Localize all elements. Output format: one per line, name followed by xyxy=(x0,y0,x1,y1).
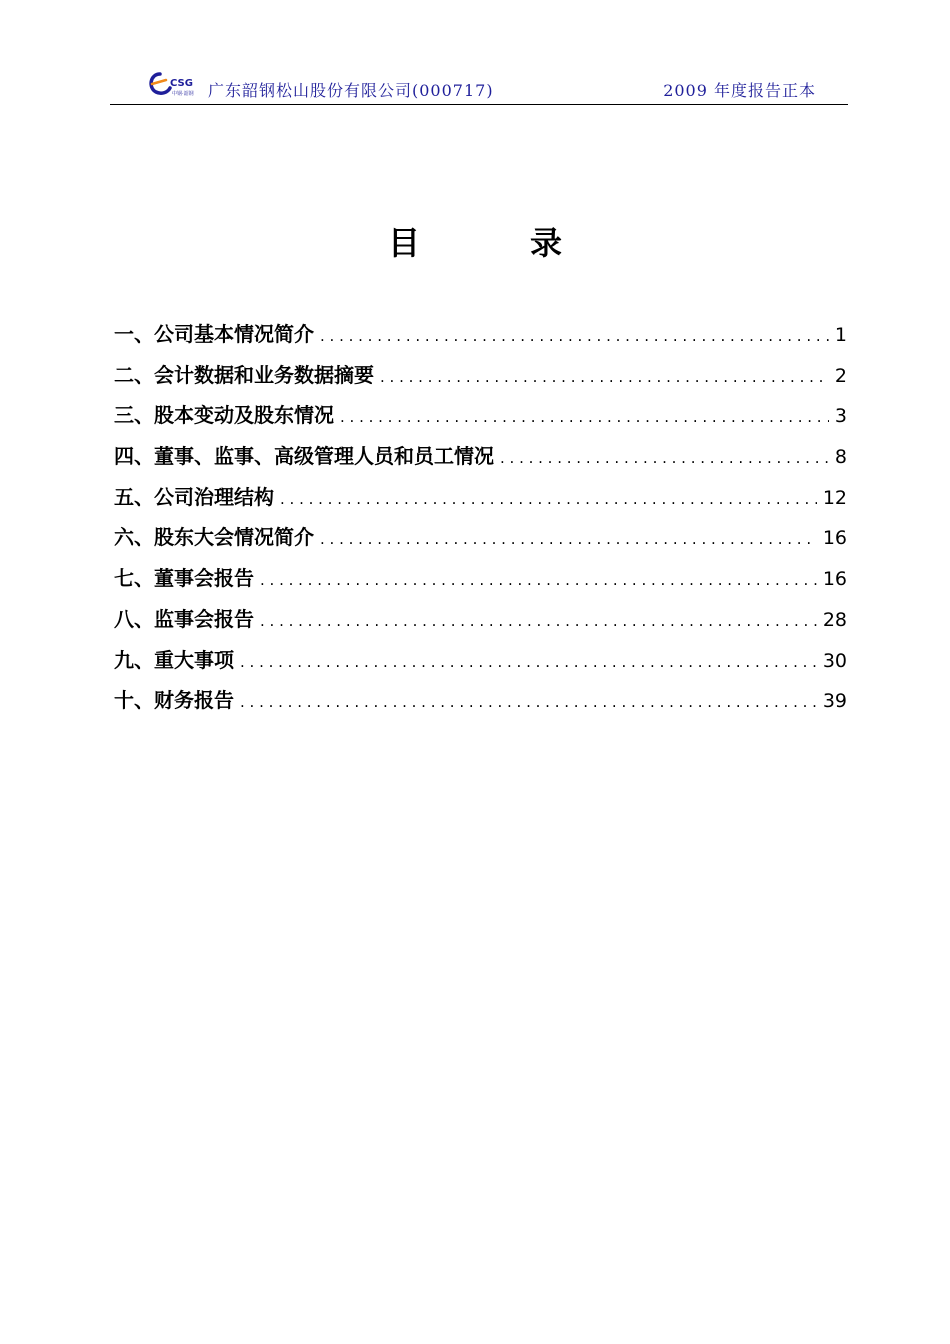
toc-leader-dots xyxy=(260,612,817,630)
title-char-2: 录 xyxy=(530,224,563,262)
report-label: 2009 年度报告正本 xyxy=(663,81,816,100)
logo-text: CSG xyxy=(170,78,193,89)
toc-entry[interactable] xyxy=(114,440,847,481)
toc-leader-dots xyxy=(340,408,829,426)
page-title xyxy=(0,218,950,264)
toc-entry-label: 九、重大事项 xyxy=(114,647,234,672)
toc-entry-label: 二、会计数据和业务数据摘要 xyxy=(114,362,374,387)
logo-subtext: 中钢·韶钢 xyxy=(172,91,194,97)
toc-entry[interactable] xyxy=(114,521,847,562)
toc-entry-label: 三、股本变动及股东情况 xyxy=(114,403,334,428)
toc-entry-page: 1 xyxy=(834,324,847,346)
toc-leader-dots xyxy=(500,449,829,467)
toc-entry-page: 3 xyxy=(834,405,847,428)
toc-entry[interactable] xyxy=(114,359,847,400)
company-logo-icon xyxy=(146,70,206,100)
toc-leader-dots xyxy=(380,368,829,386)
toc-entry-page: 12 xyxy=(822,486,847,509)
toc-entry-page: 28 xyxy=(822,608,847,631)
toc-entry[interactable] xyxy=(114,644,847,685)
toc-entry-page: 39 xyxy=(822,690,847,713)
toc-entry[interactable] xyxy=(114,481,847,522)
toc-entry-label: 十、财务报告 xyxy=(114,688,234,713)
toc-leader-dots xyxy=(320,327,829,345)
toc-entry[interactable] xyxy=(114,684,847,725)
toc-leader-dots xyxy=(260,571,817,589)
toc-entry-label: 八、监事会报告 xyxy=(114,606,254,631)
page-header xyxy=(110,60,848,105)
toc-leader-dots xyxy=(240,693,817,711)
table-of-contents xyxy=(114,318,847,725)
toc-entry-label: 七、董事会报告 xyxy=(114,566,254,591)
toc-leader-dots xyxy=(320,530,817,548)
toc-entry-page: 16 xyxy=(822,568,847,591)
toc-entry[interactable] xyxy=(114,318,847,359)
toc-entry[interactable] xyxy=(114,399,847,440)
toc-leader-dots xyxy=(240,653,817,671)
toc-entry-page: 2 xyxy=(834,364,847,387)
toc-entry-label: 一、公司基本情况简介 xyxy=(114,322,314,346)
company-name: 广东韶钢松山股份有限公司(000717) xyxy=(208,81,494,100)
toc-entry[interactable] xyxy=(114,603,847,644)
toc-entry[interactable] xyxy=(114,562,847,603)
toc-leader-dots xyxy=(280,490,817,508)
toc-entry-page: 8 xyxy=(834,446,847,469)
toc-entry-label: 六、股东大会情况简介 xyxy=(114,525,314,550)
toc-entry-page: 30 xyxy=(822,649,847,672)
toc-entry-label: 五、公司治理结构 xyxy=(114,484,274,509)
toc-entry-page: 16 xyxy=(822,527,847,550)
toc-entry-label: 四、董事、监事、高级管理人员和员工情况 xyxy=(114,444,494,469)
title-char-1: 目 xyxy=(387,224,420,262)
